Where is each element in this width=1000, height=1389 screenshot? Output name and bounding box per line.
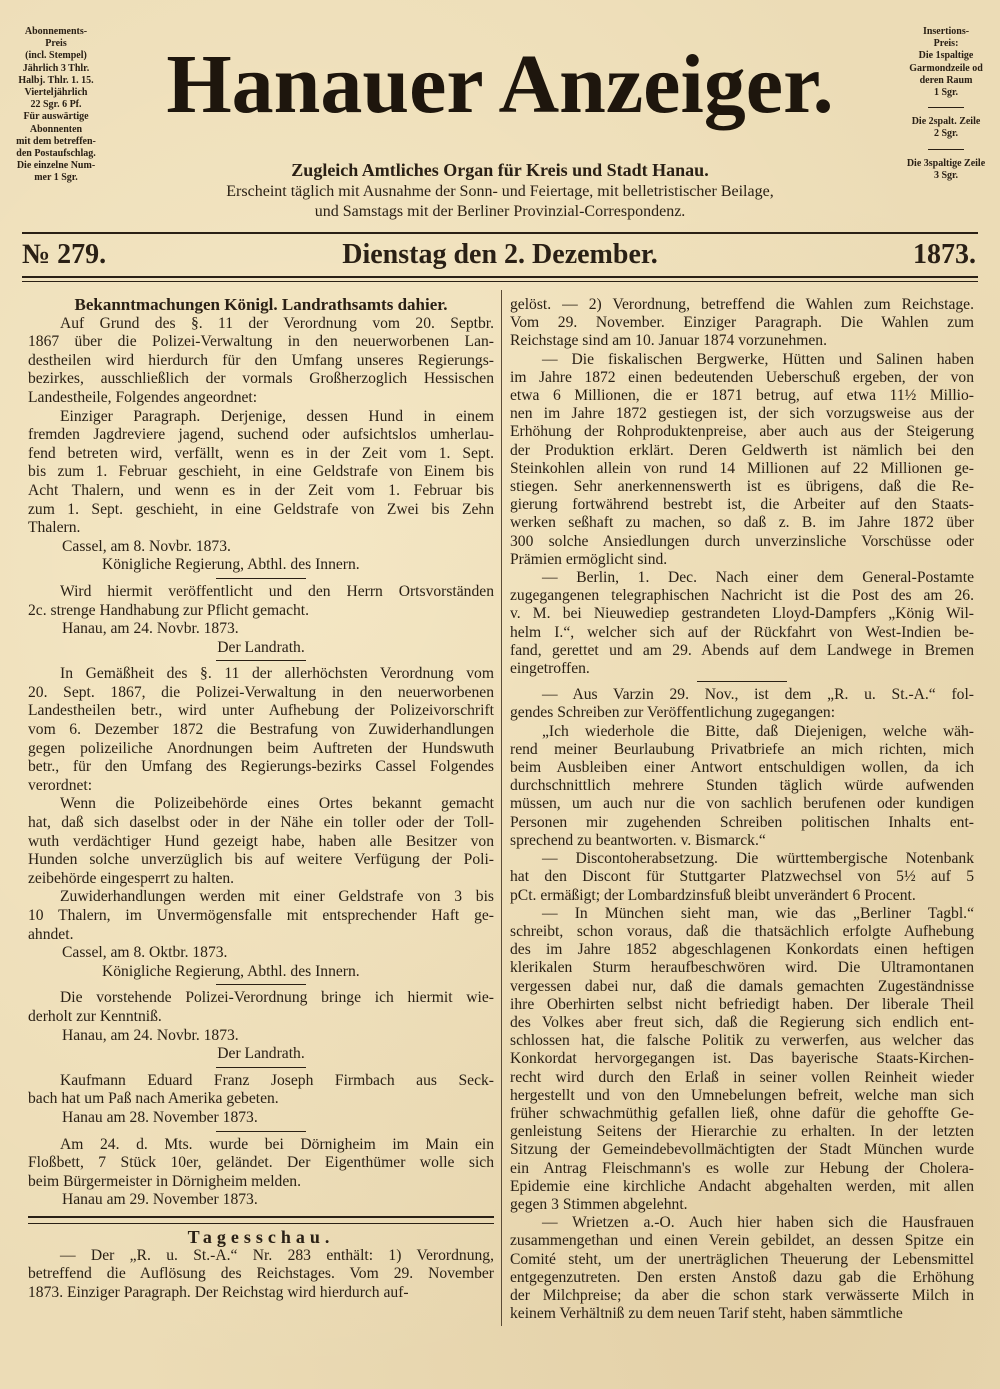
text-line: betr., für den Umfang des Regierungs-bezirks Cassel Folgendes (28, 758, 494, 776)
price-line: Die einzelne Num- (16, 160, 96, 172)
text-line: nen im Jahre 1872 gestiegen ist, der sich vorzugsweise aus der (510, 405, 974, 423)
text-line: — Discontoherabsetzung. Die württembergische Notenbank (542, 850, 974, 868)
price-line: Für auswärtige (23, 111, 89, 123)
text-line: der Milchpreise; da aber die schon stark verwässerte Milch in (510, 1286, 974, 1304)
article-paragraph (28, 944, 494, 963)
text-line: Epidemie eine kirchliche Andacht abgehalten werden, mit allen (510, 1177, 974, 1195)
dateline-rule-bottom (22, 281, 978, 282)
text-line: wuth verdächtiger Hund gezeigt habe, haben alle Besitzer von (28, 832, 494, 850)
price-line: Die 3spaltige Zeile (906, 157, 986, 169)
text-line: keinem Verhältniß zu dem neuen Tarif steht, haben sämmtliche (510, 1305, 903, 1323)
article-paragraph (28, 1072, 494, 1109)
text-line: rend meiner Beurlaubung Privatbriefe an mich richten, mich (510, 740, 974, 758)
text-line: zugegangenen telegraphischen Nachricht ist die Post des am 26. (510, 587, 974, 605)
text-line: 1873. Einziger Paragraph. Der Reichstag wird hierdurch auf- (28, 1283, 409, 1301)
text-line: Vom 29. November. Einziger Paragraph. Die Wahlen zum (510, 314, 974, 332)
text-line: — Berlin, 1. Dec. Nach einer dem General-Postamte (542, 569, 974, 587)
text-line: müssen, um auch nur die von sachlich berufenen oder kundigen (510, 795, 974, 813)
article-paragraph (28, 1136, 494, 1192)
section-divider (28, 1216, 494, 1224)
price-line: (incl. Stempel) (25, 50, 87, 62)
text-line: Der Landrath. (217, 638, 305, 656)
text-line: Cassel, am 8. Oktbr. 1873. (62, 944, 228, 962)
text-line: Hunden solche unverzüglich bis auf weitere Verfügung der Poli- (28, 851, 494, 869)
text-line: Prämien ermöglicht sind. (510, 550, 668, 568)
section-divider (216, 984, 306, 985)
section-divider (697, 681, 787, 682)
price-line: Abonnenten (29, 123, 83, 135)
text-line: des im Jahre 1852 abgeschlagenen Konkordats einen heftigen (510, 941, 974, 959)
text-line: Acht Thalern, und wenn es in der Zeit vom 1. Februar bis (28, 481, 494, 499)
price-line: Preis (45, 38, 67, 50)
article-paragraph (28, 795, 494, 888)
price-line: Vierteljährlich (24, 87, 88, 99)
text-line: Personen mir zugehenden Schreiben politischen Inhalts ent- (510, 813, 974, 831)
text-line: Konkordat hervorgegangen ist. Das bayerische Staats-Kirchen- (510, 1050, 974, 1068)
text-line: recht wird durch den Erlaß in seiner vollen Reinheit wieder (510, 1068, 974, 1086)
text-line: Die vorstehende Polizei-Verordnung bringe ich hiermit wie- (60, 989, 494, 1007)
price-line: Die 1spaltige (918, 50, 974, 62)
section-heading (28, 296, 494, 315)
text-line: beim Ausbleiben einer Antwort entschuldigen wollen, da ich (510, 759, 974, 777)
text-line: Bekanntmachungen Königl. Landrathsamts dahier. (74, 295, 448, 314)
article-paragraph (28, 888, 494, 944)
issue-number: № 279. (22, 239, 107, 270)
text-line: ihre Oberhirten selbst nicht befriedigt haben. Der liberale Theil (510, 995, 974, 1013)
text-line: ein Antrag Fleischmann's es wolle zur Hebung der Cholera- (510, 1159, 974, 1177)
issue-date: Dienstag den 2. Dezember. (342, 239, 658, 270)
text-line: Einziger Paragraph. Derjenige, dessen Hund in einem (60, 407, 494, 425)
text-line: Kaufmann Eduard Franz Joseph Firmbach aus Seck- (60, 1071, 494, 1089)
article-paragraph (28, 408, 494, 538)
text-line: 10 Thalern, im Unvermögensfalle mit entsprechender Haft ge- (28, 907, 494, 924)
article-paragraph (510, 850, 974, 905)
price-line: deren Raum (919, 74, 973, 86)
column-divider (501, 290, 502, 1326)
article-paragraph (28, 1027, 494, 1046)
text-line: Auf Grund des §. 11 der Verordnung vom 20. Septbr. (60, 314, 494, 332)
divider (928, 149, 964, 150)
article-paragraph (28, 538, 494, 557)
text-line: früher schwachmüthig gefallen ließ, ohne dafür die gehoffte Ge- (510, 1104, 974, 1122)
text-line: Cassel, am 8. Novbr. 1873. (62, 537, 231, 555)
text-line: vergessen dabei nur, daß die damals gemachten Zugeständnisse (510, 977, 974, 995)
text-line: schreibt, schon voraus, daß die thatsächlich erfolgte Aufhebung (510, 922, 974, 940)
article-paragraph (28, 665, 494, 795)
section-divider (216, 1131, 306, 1132)
text-line: schlossen hat, die falsche Politik zu verwerfen, aus welcher das (510, 1032, 974, 1050)
text-line: klerikalen Sturm heraufbeschwören wird. Die Ultramontanen (510, 959, 974, 977)
text-line: Reichstage sind am 10. Januar 1874 vorzunehmen. (510, 332, 827, 350)
text-line: bis zum 1. Februar geschieht, in eine Geldstrafe von Einem bis (28, 463, 494, 481)
text-line: eingetroffen. (510, 660, 590, 678)
text-line: Hanau am 28. November 1873. (62, 1108, 258, 1126)
issue-year: 1873. (913, 239, 976, 270)
price-line: mer 1 Sgr. (34, 172, 78, 184)
text-line: zusammengethan und einen Verein gebildet, an dessen Spitze ein (510, 1232, 974, 1250)
right-column (510, 296, 974, 1323)
article-paragraph (28, 639, 494, 658)
text-line: — In München sieht man, wie das „Berliner Tagbl.“ (542, 904, 974, 922)
text-line: — Die fiskalischen Bergwerke, Hütten und Salinen haben (542, 350, 974, 368)
text-line: gegen 3 Stimmen abgelehnt. (510, 1195, 688, 1213)
text-line: derholt zur Kenntniß. (28, 1007, 162, 1025)
text-line: Tagesschau. (187, 1226, 335, 1247)
text-line: gendes Schreiben zur Veröffentlichung zugegangen: (510, 704, 836, 722)
text-line: Landestheilen betr., wird unter Aufhebung der Polizeivorschrift (28, 702, 494, 720)
newspaper-title: Hanauer Anzeiger. (166, 38, 834, 131)
article-paragraph (28, 556, 494, 575)
text-line: pCt. ermäßigt; der Lombardzinsfuß bleibt unverändert 6 Procent. (510, 886, 916, 904)
article-paragraph (28, 1045, 494, 1064)
publication-note-2: und Samstags mit der Berliner Provinzial-Correspondenz. (314, 203, 686, 220)
text-line: Königliche Regierung, Abthl. des Innern. (102, 962, 360, 980)
text-line: fremden Jagdreviere jagend, suchend oder aufsichtslos umherlau- (28, 426, 494, 444)
text-line: Sitzung der Gemeindebevollmächtigten der Stadt München wurde (510, 1141, 974, 1159)
text-line: beim Bürgermeister in Dörnigheim melden. (28, 1172, 301, 1190)
insertion-price-box (892, 26, 1000, 182)
article-paragraph (510, 905, 974, 1214)
date-bar (22, 238, 978, 272)
price-line: Garmondzeile od (909, 62, 983, 74)
publication-note: Erscheint täglich mit Ausnahme der Sonn- und Feiertage, mit belletristischer Beilage, (226, 183, 774, 200)
price-line: 1 Sgr. (933, 87, 959, 99)
text-line: Am 24. d. Mts. wurde bei Dörnigheim im Main ein (60, 1135, 494, 1153)
text-line: vom 6. Dezember 1872 die Bestrafung von Zuwiderhandlungen (28, 721, 494, 739)
text-line: Floßbett, 7 Stück 10er, geländet. Der Eigenthümer wolle sich (28, 1154, 494, 1172)
text-line: Comité steht, um der unerträglichen Theuerung der Lebensmittel (510, 1250, 974, 1268)
text-line: verordnet: (28, 776, 93, 794)
section-divider (216, 1067, 306, 1068)
price-line: den Postaufschlag. (16, 148, 96, 160)
price-line: Die 2spalt. Zeile (911, 116, 981, 128)
divider (928, 107, 964, 108)
price-line: 22 Sgr. 6 Pf. (30, 99, 82, 111)
header-rule (22, 232, 978, 234)
text-line: genleistung Seitens der Hierarchie zu erhalten. In der letzten (510, 1123, 974, 1141)
price-line: mit dem betreffen- (16, 135, 96, 147)
article-paragraph (28, 1247, 494, 1303)
text-line: — Aus Varzin 29. Nov., ist dem „R. u. St.-A.“ fol- (542, 686, 974, 704)
article-paragraph (28, 620, 494, 639)
dateline-rule-top (22, 276, 978, 278)
text-line: 1867 über die Polizei-Verwaltung in den neuerworbenen Lan- (28, 333, 494, 351)
section-divider (216, 578, 306, 579)
text-line: Hanau am 29. November 1873. (62, 1191, 258, 1209)
article-paragraph (510, 296, 974, 351)
text-line: Landestheile, Folgendes angeordnet: (28, 388, 258, 406)
text-line: „Ich wiederhole die Bitte, daß Diejenigen, welche wäh- (542, 722, 974, 740)
text-line: im Jahre 1872 einen bedeutenden Ueberschuß ergeben, der von (510, 368, 974, 386)
price-line: Halbj. Thlr. 1. 15. (18, 74, 94, 86)
price-line: 2 Sgr. (933, 128, 959, 140)
article-paragraph (28, 1109, 494, 1128)
price-line: Insertions- (922, 26, 970, 37)
text-line: v. M. bei Nieuwediep gestrandeten Lloyd-Dampfers „König Wil- (510, 605, 974, 623)
article-paragraph (510, 723, 974, 850)
text-line: 300 solche Ansiedlungen durch unverzinsliche Vorschüsse oder (510, 532, 974, 550)
article-paragraph (510, 1214, 974, 1323)
section-heading (28, 1228, 494, 1247)
text-line: — Wrietzen a.-O. Auch hier haben sich die Hausfrauen (542, 1214, 974, 1232)
text-line: — Der „R. u. St.-A.“ Nr. 283 enthält: 1) Verordnung, (60, 1246, 494, 1264)
article-paragraph (28, 989, 494, 1026)
text-line: betreffend die Auflösung des Reichstages. Vom 29. November (28, 1265, 494, 1283)
text-line: Der Landrath. (217, 1045, 305, 1063)
text-line: etwa 6 Millionen, die er 1871 betrug, auf etwa 11½ Millio- (510, 387, 974, 405)
text-line: destheilen wird hierdurch für den Umfang unseres Regierungs- (28, 351, 494, 369)
section-divider (216, 660, 306, 661)
text-line: Wird hiermit veröffentlicht und den Herrn Ortsvorständen (60, 582, 494, 600)
article-paragraph (28, 315, 494, 408)
article-paragraph (28, 583, 494, 620)
text-line: bezirkes, ausschließlich der vormals Großherzoglich Hessischen (28, 370, 494, 388)
subtitle: Zugleich Amtliches Organ für Kreis und Stadt Hanau. (291, 160, 709, 180)
text-line: Zuwiderhandlungen werden mit einer Geldstrafe von 3 bis (60, 888, 494, 906)
text-line: ahndet. (28, 925, 74, 943)
text-line: gelöst. — 2) Verordnung, betreffend die Wahlen zum Reichstage. (510, 296, 974, 313)
text-line: sprechend zu beantworten. v. Bismarck.“ (510, 831, 766, 849)
subscription-price-box (2, 26, 110, 185)
left-column (28, 296, 494, 1302)
price-line: Preis: (933, 38, 959, 50)
price-line: Jährlich 3 Thlr. (22, 62, 90, 74)
article-paragraph (510, 686, 974, 722)
text-line: zum 1. Sept. geschieht, in eine Geldstrafe von Zwei bis Zehn (28, 500, 494, 518)
text-line: Thalern. (28, 519, 81, 537)
article-paragraph (28, 1191, 494, 1210)
article-paragraph (28, 963, 494, 982)
price-line: Abonnements- (24, 26, 88, 37)
text-line: durchschnittlich mehrere Stunden täglich würde aufwenden (510, 777, 974, 795)
article-paragraph (510, 351, 974, 569)
text-line: fend betreten wird, verfällt, wenn es in der Zeit vom 1. Sept. (28, 444, 494, 462)
text-line: Steinkohlen allein von rund 14 Millionen auf 22 Millionen ge- (510, 459, 974, 477)
text-line: stiegen. Sehr anerkennenswerth ist es übrigens, daß die Re- (510, 478, 974, 496)
text-line: hat den Discont für Stuttgarter Platzwechsel von 5½ auf 5 (510, 868, 974, 886)
text-line: bach hat um Paß nach Amerika gebeten. (28, 1090, 279, 1108)
text-line: werken seßhaft zu machen, so daß z. B. im Jahre 1872 über (510, 514, 974, 532)
article-paragraph (510, 569, 974, 678)
text-line: entgegenzutreten. Den ersten Anstoß dazu gab die Erhöhung (510, 1268, 974, 1286)
text-line: Königliche Regierung, Abthl. des Innern. (102, 556, 360, 574)
text-line: helm I.“, welcher sich auf der Rückfahrt von West-Indien be- (510, 623, 974, 641)
text-line: Hanau, am 24. Novbr. 1873. (62, 620, 239, 638)
text-line: der Produktion erklärt. Deren Geldwerth ist nämlich bei den (510, 441, 974, 459)
text-line: 2c. strenge Handhabung zur Pflicht gemacht. (28, 601, 310, 619)
text-line: 20. Sept. 1867, die Polizei-Verwaltung in den neuerworbenen (28, 683, 494, 701)
text-line: des Volkes aber freut sich, daß die Regierung sich endlich ent- (510, 1013, 974, 1031)
text-line: gierung fortwährend bestrebt ist, die Arbeiter auf den Staats- (510, 496, 974, 514)
text-line: hergestellt und von den Umnebelungen befreit, welche man sich (510, 1086, 974, 1104)
text-line: hat, daß sich daselbst oder in der Nähe ein toller oder der Toll- (28, 814, 494, 832)
text-line: Erhöhung der Rohproduktenpreise, aber auch aus der Steigerung (510, 423, 974, 441)
text-line: zeibehörde eingesperrt zu halten. (28, 869, 235, 887)
text-line: fand, gerettet und am 29. Abends auf dem Landwege in Bremen (510, 641, 974, 659)
price-line: 3 Sgr. (933, 169, 959, 181)
text-line: Wenn die Polizeibehörde eines Ortes bekannt gemacht (60, 795, 494, 813)
text-line: gegen polizeiliche Anordnungen beim Auftreten der Hundswuth (28, 739, 494, 757)
text-line: Hanau, am 24. Novbr. 1873. (62, 1026, 239, 1044)
text-line: In Gemäßheit des §. 11 der allerhöchsten Verordnung vom (60, 665, 494, 683)
